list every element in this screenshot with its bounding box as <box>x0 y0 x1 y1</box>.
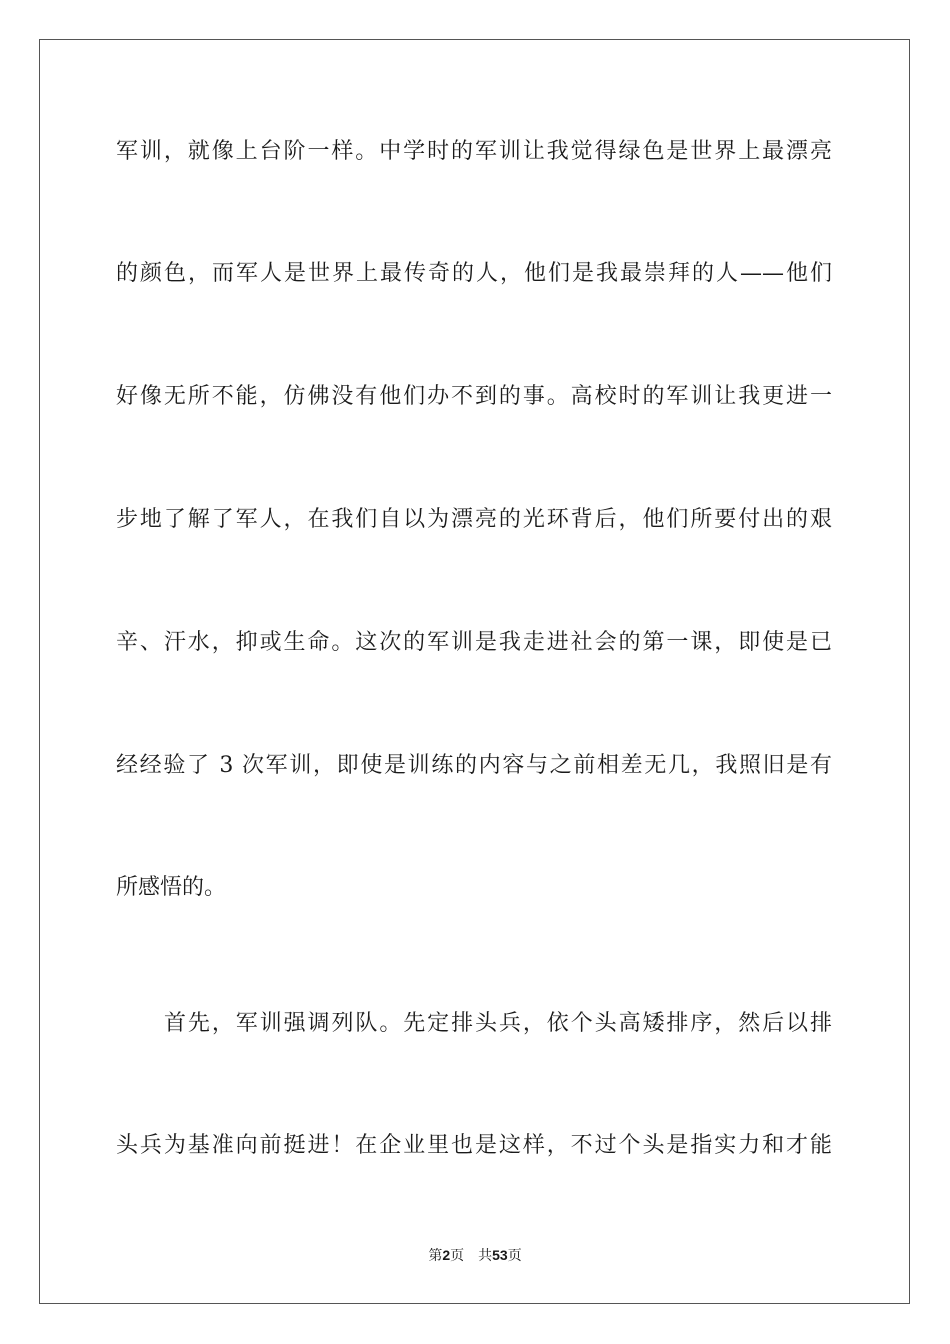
page-border <box>39 39 910 1304</box>
footer-page-prefix: 第 <box>428 1248 443 1264</box>
footer-total-prefix: 共 <box>478 1248 493 1264</box>
footer-page-suffix: 页 <box>450 1248 465 1264</box>
text-line: 的颜色，而军人是世界上最传奇的人，他们是我最崇拜的人——他们 <box>116 261 832 286</box>
footer-total-suffix: 页 <box>507 1248 522 1264</box>
text-line: 好像无所不能，仿佛没有他们办不到的事。高校时的军训让我更进一 <box>116 384 832 409</box>
text-line: 头兵为基准向前挺进！在企业里也是这样，不过个头是指实力和才能 <box>116 1133 832 1158</box>
text-line: 步地了解了军人，在我们自以为漂亮的光环背后，他们所要付出的艰 <box>116 507 832 532</box>
page-footer <box>0 1245 950 1266</box>
footer-page-number: 2 <box>442 1247 451 1263</box>
footer-total-pages: 53 <box>492 1247 508 1263</box>
text-line: 所感悟的。 <box>116 875 227 900</box>
paragraph-first-line: 首先，军训强调列队。先定排头兵，依个头高矮排序，然后以排 <box>164 1011 832 1036</box>
text-line: 辛、汗水，抑或生命。这次的军训是我走进社会的第一课，即使是已 <box>116 630 832 655</box>
text-line: 军训，就像上台阶一样。中学时的军训让我觉得绿色是世界上最漂亮 <box>116 139 832 164</box>
text-line: 经经验了 3 次军训，即使是训练的内容与之前相差无几，我照旧是有 <box>116 753 832 778</box>
